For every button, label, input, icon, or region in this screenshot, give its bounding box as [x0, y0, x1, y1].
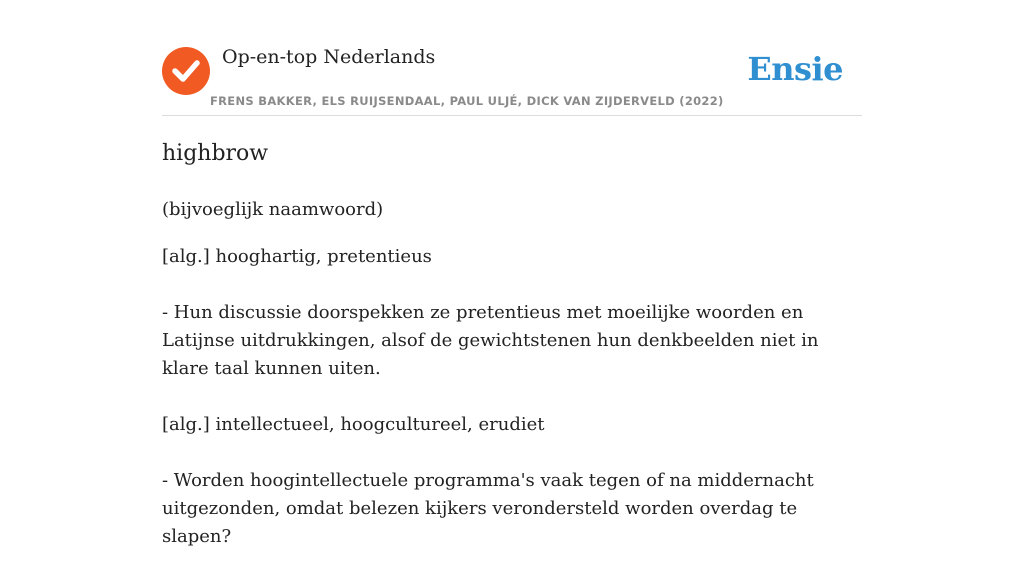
source-authors: FRENS BAKKER, ELS RUIJSENDAAL, PAUL ULJÉ, DICK VAN ZIJDERVELD (2022): [210, 94, 724, 108]
definition-paragraph: [alg.] hooghartig, pretentieus: [162, 246, 432, 267]
part-of-speech: (bijvoeglijk naamwoord): [162, 199, 384, 220]
entry-content: [162, 138, 862, 579]
checkmark-icon: [162, 47, 210, 95]
source-title[interactable]: Op-en-top Nederlands: [222, 46, 436, 68]
brand-logo[interactable]: Ensie: [747, 50, 843, 88]
source-header: [162, 0, 862, 116]
definition-paragraph: [alg.] intellectueel, hoogcultureel, erudiet: [162, 414, 545, 435]
headword: highbrow: [162, 141, 269, 166]
example-paragraph: - Hun discussie doorspekken ze pretentieus met moeilijke woorden en Latijnse uitdrukkingen, alsof de gewichtstenen hun denkbeelden niet in klare taal kunnen uiten.: [162, 302, 819, 379]
example-paragraph: - Worden hoogintellectuele programma's vaak tegen of na middernacht uitgezonden, omdat belezen kijkers verondersteld worden overdag te slapen?: [162, 470, 814, 547]
